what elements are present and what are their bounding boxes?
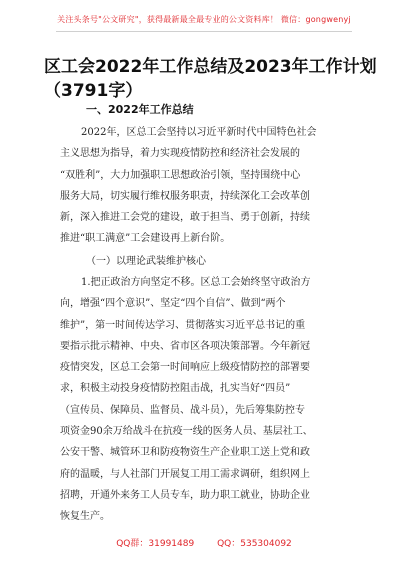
header-banner	[0, 0, 408, 46]
header-notice: 关注头条号"公文研究"，获得最新最全最专业的公文资料库！ 微信：gongwenyj	[57, 15, 351, 24]
paragraph-line: 要指示批示精神、中央、省市区各项决策部署。今年新冠	[60, 340, 310, 352]
footer-qq: QQ：535304092	[217, 539, 292, 549]
paragraph-line: 求，积极主动投身疫情防控阻击战，扎实当好“四员”	[60, 383, 291, 395]
paragraph-line: 新，深入推进工会党的建设，敢于担当、勇于创新，持续	[60, 212, 310, 224]
subheading: （一）以理论武装维护核心	[86, 256, 206, 267]
paragraph-2	[60, 272, 360, 528]
paragraph-line: “双胜利”，大力加强职工思想政治引领，坚持围绕中心	[60, 169, 301, 181]
paragraph-line: 主义思想为指导，着力实现疫情防控和经济社会发展的	[60, 148, 300, 160]
paragraph-line: 府的温暖，与人社部门开展复工用工需求调研，组织网上	[60, 468, 310, 480]
paragraph-line: 维护”，第一时间传达学习、贯彻落实习近平总书记的重	[60, 319, 306, 331]
paragraph-line: 招聘，开通外来务工人员专车，助力职工就业，协助企业	[60, 489, 310, 501]
paragraph-1	[60, 122, 360, 250]
paragraph-line: 疫情突发，区总工会第一时间响应上级疫情防控的部署要	[60, 362, 310, 374]
section-heading: 一、2022年工作总结	[86, 103, 194, 116]
paragraph-line: 公安干警、城管环卫和防疫物资生产企业职工送上党和政	[60, 447, 310, 459]
header-divider	[56, 31, 352, 32]
paragraph-line: 1.把正政治方向坚定不移。区总工会始终坚守政治方	[81, 277, 311, 288]
title-line-2: （3791字）	[44, 81, 143, 101]
paragraph-line: （宣传员、保障员、监督员、战斗员），先后筹集防控专	[60, 404, 305, 416]
paragraph-line: 项资金90余万给战斗在抗疫一线的医务人员、基层社工、	[60, 426, 313, 438]
title-line-1: 区工会2022年工作总结及2023年工作计划	[44, 57, 377, 77]
footer-contact	[0, 536, 408, 556]
paragraph-line: 服务大局，切实履行维权服务职责，持续深化工会改革创	[60, 190, 310, 202]
paragraph-line: 推进“职工满意”工会建设再上新台阶。	[60, 233, 231, 245]
footer-qq-group: QQ群：31991489	[116, 539, 195, 549]
paragraph-line: 恢复生产。	[60, 511, 110, 523]
paragraph-line: 2022年，区总工会坚持以习近平新时代中国特色社会	[81, 127, 317, 138]
document-title	[44, 55, 377, 103]
paragraph-line: 向，增强“四个意识”、坚定“四个自信”、做到“两个	[60, 298, 286, 310]
